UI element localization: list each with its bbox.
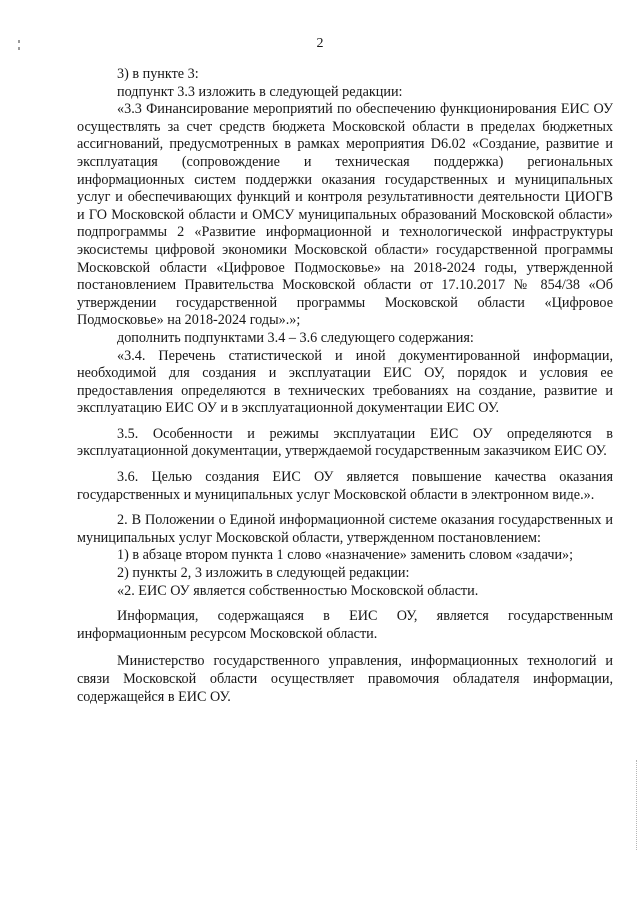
paragraph-2-regulation: 2. В Положении о Единой информационной системе оказания государственных и муниципальных услуг Московской области, утвержденном постановлением: bbox=[77, 512, 613, 546]
paragraph-add-subitems: дополнить подпунктами 3.4 – 3.6 следующего содержания: bbox=[117, 329, 474, 346]
paragraph-information-resource: Информация, содержащаяся в ЕИС ОУ, является государственным информационным ресурсом Московской области. bbox=[77, 608, 613, 642]
paragraph-2-property: «2. ЕИС ОУ является собственностью Московской области. bbox=[117, 582, 479, 599]
paragraph-items-2-3-intro: 2) пункты 2, 3 изложить в следующей редакции: bbox=[117, 565, 410, 582]
paragraph-3-4: «3.4. Перечень статистической и иной документированной информации, необходимой для создания и эксплуатации ЕИС ОУ, порядок и условия ее предоставления определяются в технических требованиях на создание, развитие и эксплуатацию ЕИС ОУ и в эксплуатационной документации ЕИС ОУ. bbox=[77, 347, 613, 417]
paragraph-ministry: Министерство государственного управления, информационных технологий и связи Московской области осуществляет правомочия обладателя информации, содержащейся в ЕИС ОУ. bbox=[77, 653, 613, 705]
page-number: 2 bbox=[316, 36, 324, 51]
paragraph-item-3: 3) в пункте 3: bbox=[117, 66, 199, 82]
document-body bbox=[77, 66, 613, 706]
paragraph-3-6: 3.6. Целью создания ЕИС ОУ является повышение качества оказания государственных и муниципальных услуг Московской области в электронном виде.». bbox=[77, 469, 613, 503]
paragraph-3-5: 3.5. Особенности и режимы эксплуатации ЕИС ОУ определяются в эксплуатационной документации, утверждаемой государственным заказчиком ЕИС ОУ. bbox=[77, 425, 613, 460]
scan-edge-dots bbox=[634, 760, 637, 850]
paragraph-item-1-replace: 1) в абзаце втором пункта 1 слово «назначение» заменить словом «задачи»; bbox=[117, 547, 574, 564]
paragraph-3-3-text: «3.3 Финансирование мероприятий по обеспечению функционирования ЕИС ОУ осуществлять за счет средств бюджета Московской области в пределах бюджетных ассигнований, предусмотренных в рамках мероприятия D6.02 «Создание, развитие и эксплуатация (сопровождение и техническая поддержка) региональных информационных систем поддержки оказания государственных и муниципальных услуг и обеспечивающих функций и контроля результативности деятельности ЦИОГВ и ГО Московской области и ОМСУ муниципальных образований Московской области» подпрограммы 2 «Развитие информационной и технологической инфраструктуры экосистемы цифровой экономики Московской области» государственной программы Московской области «Цифровое Подмосковье» на 2018-2024 годы, утвержденной постановлением Правительства Московской области от 17.10.2017 № 854/38 «Об утверждении государственной программы Московской области «Цифровое Подмосковье» на 2018-2024 годы».»; bbox=[77, 101, 613, 329]
paragraph-subitem-3-3-intro: подпункт 3.3 изложить в следующей редакции: bbox=[117, 83, 403, 100]
